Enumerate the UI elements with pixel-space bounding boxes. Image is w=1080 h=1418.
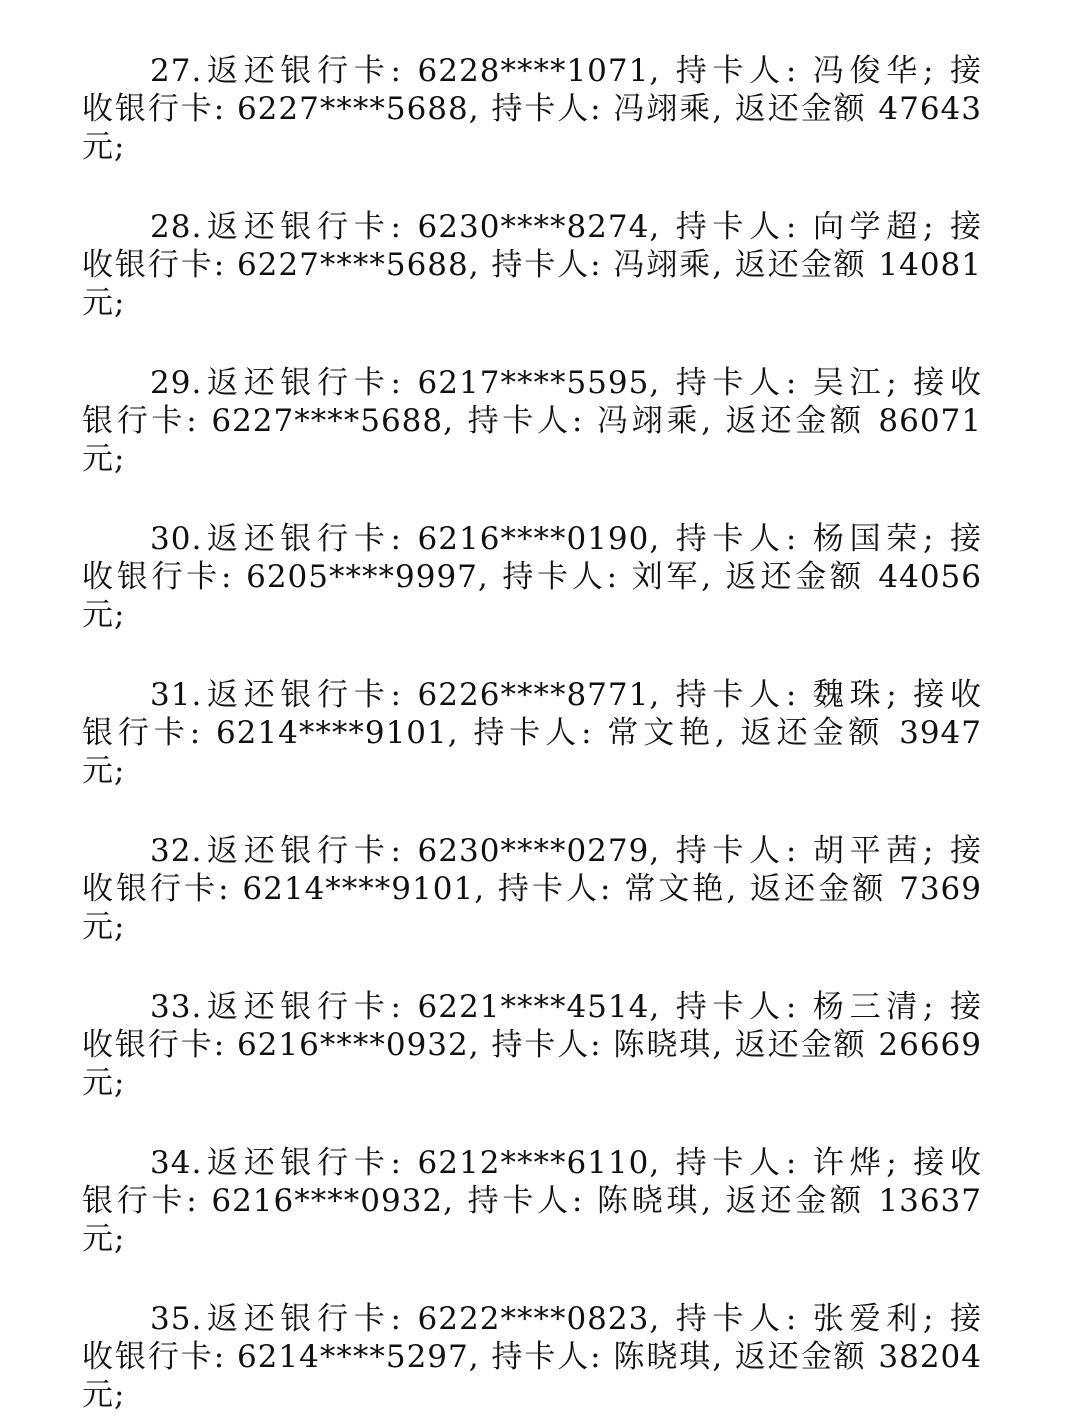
entry-line-3: 元; xyxy=(82,441,126,477)
entry-line-2: 收银行卡: 6214****9101, 持卡人: 常文艳, 返还金额 7369 xyxy=(82,871,982,907)
entry-line-2: 收银行卡: 6205****9997, 持卡人: 刘军, 返还金额 44056 xyxy=(82,559,982,595)
entry-line-1: 27.返还银行卡: 6228****1071, 持卡人: 冯俊华; 接 xyxy=(150,53,982,89)
entry-line-2: 收银行卡: 6227****5688, 持卡人: 冯翊乘, 返还金额 47643 xyxy=(82,91,982,127)
list-item xyxy=(82,208,982,322)
entry-line-2: 银行卡: 6214****9101, 持卡人: 常文艳, 返还金额 3947 xyxy=(82,715,982,751)
entry-line-1: 30.返还银行卡: 6216****0190, 持卡人: 杨国荣; 接 xyxy=(150,521,982,557)
entry-line-3: 元; xyxy=(82,1377,126,1413)
list-item xyxy=(82,1144,982,1258)
list-item xyxy=(82,676,982,790)
entry-line-1: 29.返还银行卡: 6217****5595, 持卡人: 吴江; 接收 xyxy=(150,365,982,401)
entry-line-3: 元; xyxy=(82,1221,126,1257)
entry-line-3: 元; xyxy=(82,129,126,165)
list-item xyxy=(82,520,982,634)
entry-line-3: 元; xyxy=(82,1065,126,1101)
list-item xyxy=(82,1300,982,1414)
entry-line-1: 34.返还银行卡: 6212****6110, 持卡人: 许烨; 接收 xyxy=(150,1145,982,1181)
entry-line-2: 收银行卡: 6216****0932, 持卡人: 陈晓琪, 返还金额 26669 xyxy=(82,1027,982,1063)
entry-line-2: 银行卡: 6216****0932, 持卡人: 陈晓琪, 返还金额 13637 xyxy=(82,1183,982,1219)
entry-line-1: 28.返还银行卡: 6230****8274, 持卡人: 向学超; 接 xyxy=(150,209,982,245)
list-item xyxy=(82,832,982,946)
list-item xyxy=(82,364,982,478)
entry-line-2: 收银行卡: 6227****5688, 持卡人: 冯翊乘, 返还金额 14081 xyxy=(82,247,982,283)
list-item xyxy=(82,988,982,1102)
entry-line-1: 35.返还银行卡: 6222****0823, 持卡人: 张爱利; 接 xyxy=(150,1301,982,1337)
entry-line-1: 32.返还银行卡: 6230****0279, 持卡人: 胡平茜; 接 xyxy=(150,833,982,869)
entry-line-3: 元; xyxy=(82,597,126,633)
entry-line-2: 收银行卡: 6214****5297, 持卡人: 陈晓琪, 返还金额 38204 xyxy=(82,1339,982,1375)
entry-line-1: 31.返还银行卡: 6226****8771, 持卡人: 魏珠; 接收 xyxy=(150,677,982,713)
entry-line-2: 银行卡: 6227****5688, 持卡人: 冯翊乘, 返还金额 86071 xyxy=(82,403,982,439)
entry-line-3: 元; xyxy=(82,909,126,945)
entry-line-1: 33.返还银行卡: 6221****4514, 持卡人: 杨三清; 接 xyxy=(150,989,982,1025)
list-item xyxy=(82,52,982,166)
entry-line-3: 元; xyxy=(82,753,126,789)
entry-line-3: 元; xyxy=(82,285,126,321)
